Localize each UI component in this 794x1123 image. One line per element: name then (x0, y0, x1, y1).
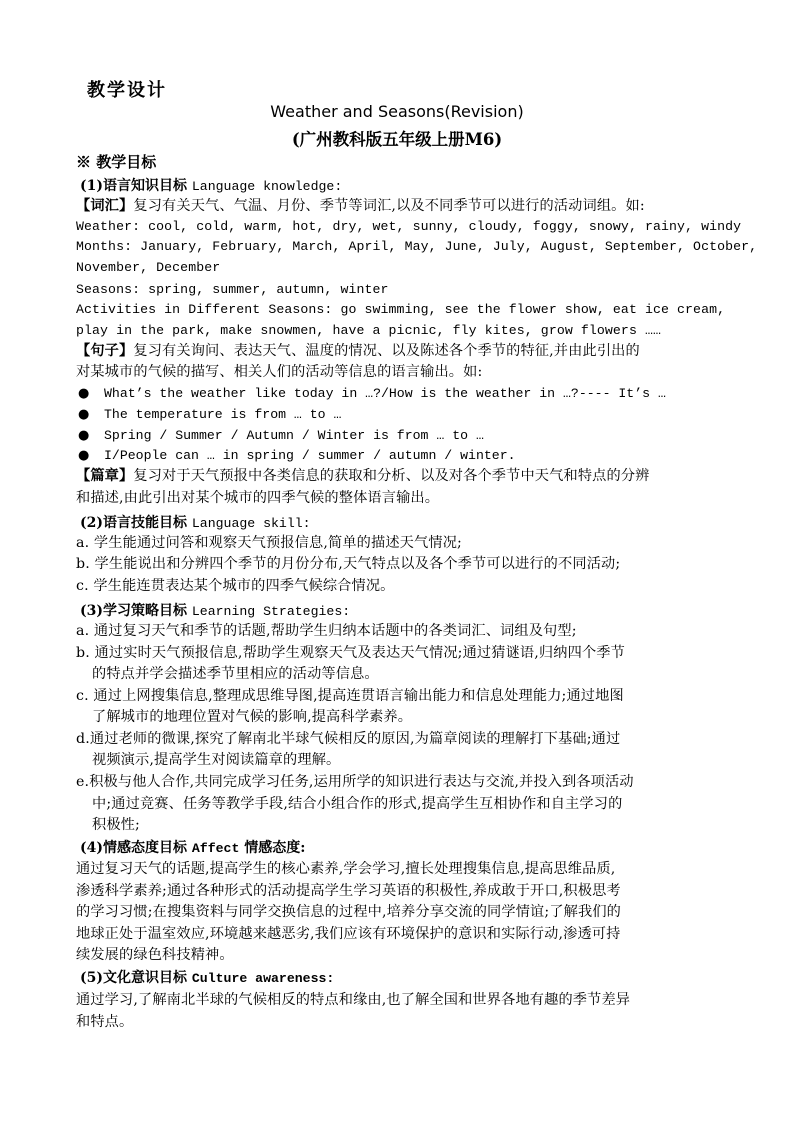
bullet-dot-icon: ● (78, 407, 90, 422)
doc-label: 教学设计 (87, 80, 167, 101)
culture-line: 通过学习,了解南北半球的气候相反的特点和缘由,也了解全国和世界各地有趣的季节差异 (76, 992, 631, 1008)
bullet-item (78, 384, 728, 404)
goal2-heading (80, 512, 311, 532)
bullet-item (78, 446, 728, 466)
goal1-heading-cn: (1)语言知识目标 (80, 178, 187, 194)
sentence-label: 【句子】 (76, 343, 134, 359)
title-english: Weather and Seasons(Revision) (270, 102, 524, 121)
section-heading (76, 151, 156, 172)
affect-line: 的学习习惯;在搜集资料与同学交换信息的过程中,培养分享交流的同学情谊;了解我们的 (76, 904, 622, 920)
skill-item: b. 学生能说出和分辨四个季节的月份分布,天气特点以及各个季节可以进行的不同活动; (76, 556, 621, 572)
goal3-heading (80, 600, 350, 620)
bullet-dot-icon: ● (78, 386, 90, 401)
reference-mark-icon: ※ (76, 153, 92, 171)
affect-line: 通过复习天气的话题,提高学生的核心素养,学会学习,擅长处理搜集信息,提高思维品质, (76, 861, 616, 877)
vocab-line (76, 196, 726, 216)
bullet-text: What’s the weather like today in …?/How is the weather in …?---- It’s … (104, 386, 666, 401)
skill-item: c. 学生能连贯表达某个城市的四季气候综合情况。 (76, 578, 395, 594)
activities-words-1: Activities in Different Seasons: go swimming, see the flower show, eat ice cream, (76, 302, 726, 317)
goal1-heading (80, 175, 342, 195)
passage-line-1 (76, 466, 726, 486)
strategy-line: d.通过老师的微课,探究了解南北半球气候相反的原因,为篇章阅读的理解打下基础;通过 (76, 731, 621, 747)
bullet-text: I/People can … in spring / summer / autumn / winter. (104, 448, 516, 463)
goal3-heading-cn: (3)学习策略目标 (80, 603, 187, 619)
strategy-line: 中;通过竞赛、任务等教学手段,结合小组合作的形式,提高学生互相协作和自主学习的 (92, 796, 623, 812)
months-words-1: Months: January, February, March, April, May, June, July, August, September, October, (76, 239, 758, 254)
strategy-line: 积极性; (92, 817, 140, 833)
bullet-text: The temperature is from … to … (104, 407, 342, 422)
strategy-line: b. 通过实时天气预报信息,帮助学生观察天气及表达天气情况;通过猜谜语,归纳四个季节 (76, 645, 625, 661)
strategy-line: 视频演示,提高学生对阅读篇章的理解。 (92, 752, 341, 768)
passage-label: 【篇章】 (76, 468, 134, 484)
skill-item: a. 学生能通过问答和观察天气预报信息,简单的描述天气情况; (76, 535, 462, 551)
strategy-line: a. 通过复习天气和季节的话题,帮助学生归纳本话题中的各类词汇、词组及句型; (76, 623, 577, 639)
culture-line: 和特点。 (76, 1014, 134, 1030)
goal4-heading-en: Affect (191, 841, 240, 856)
passage-text-1: 复习对于天气预报中各类信息的获取和分析、以及对各个季节中天气和特点的分辨 (133, 468, 650, 484)
goal2-heading-cn: (2)语言技能目标 (80, 515, 187, 531)
goal3-heading-en: Learning Strategies: (191, 604, 351, 619)
goal5-heading (80, 967, 334, 987)
goal4-heading-cn: (4)情感态度目标 (80, 840, 187, 856)
goal4-heading-cn2: 情感态度: (244, 840, 306, 856)
affect-line: 续发展的绿色科技精神。 (76, 947, 234, 963)
bullet-text: Spring / Summer / Autumn / Winter is from … to … (104, 428, 484, 443)
bullet-dot-icon: ● (78, 428, 90, 443)
strategy-line: 了解城市的地理位置对气候的影响,提高科学素养。 (92, 709, 413, 725)
goal5-heading-en: Culture awareness: (191, 971, 335, 986)
goal1-heading-en: Language knowledge: (191, 179, 343, 194)
activities-words-2: play in the park, make snowmen, have a picnic, fly kites, grow flowers …… (76, 323, 662, 338)
affect-line: 地球正处于温室效应,环境越来越恶劣,我们应该有环境保护的意识和实际行动,渗透可持 (76, 926, 621, 942)
vocab-label: 【词汇】 (76, 198, 134, 214)
strategy-line: c. 通过上网搜集信息,整理成思维导图,提高连贯语言输出能力和信息处理能力;通过地图 (76, 688, 624, 704)
months-words-2: November, December (76, 260, 221, 275)
vocab-text: 复习有关天气、气温、月份、季节等词汇,以及不同季节可以进行的活动词组。如: (133, 198, 645, 214)
title-chinese: (广州教科版五年级上册M6) (291, 130, 503, 149)
weather-words: Weather: cool, cold, warm, hot, dry, wet, sunny, cloudy, foggy, snowy, rainy, windy (76, 219, 742, 234)
strategy-line: 的特点并学会描述季节里相应的活动等信息。 (92, 666, 379, 682)
sentence-line-2: 对某城市的气候的描写、相关人们的活动等信息的语言输出。如: (76, 364, 483, 380)
sentence-text-1: 复习有关询问、表达天气、温度的情况、以及陈述各个季节的特征,并由此引出的 (133, 343, 640, 359)
section-title: 教学目标 (96, 153, 157, 171)
goal5-heading-cn: (5)文化意识目标 (80, 970, 187, 986)
goal4-heading (80, 837, 305, 857)
goal2-heading-en: Language skill: (191, 516, 311, 531)
affect-line: 渗透科学素养;通过各种形式的活动提高学生学习英语的积极性,养成敢于开口,积极思考 (76, 883, 621, 899)
seasons-words: Seasons: spring, summer, autumn, winter (76, 282, 389, 297)
bullet-item (78, 405, 728, 425)
strategy-line: e.积极与他人合作,共同完成学习任务,运用所学的知识进行表达与交流,并投入到各项活动 (76, 774, 634, 790)
bullet-dot-icon: ● (78, 448, 90, 463)
passage-line-2: 和描述,由此引出对某个城市的四季气候的整体语言输出。 (76, 490, 440, 506)
sentence-line-1 (76, 341, 726, 361)
bullet-item (78, 426, 728, 446)
